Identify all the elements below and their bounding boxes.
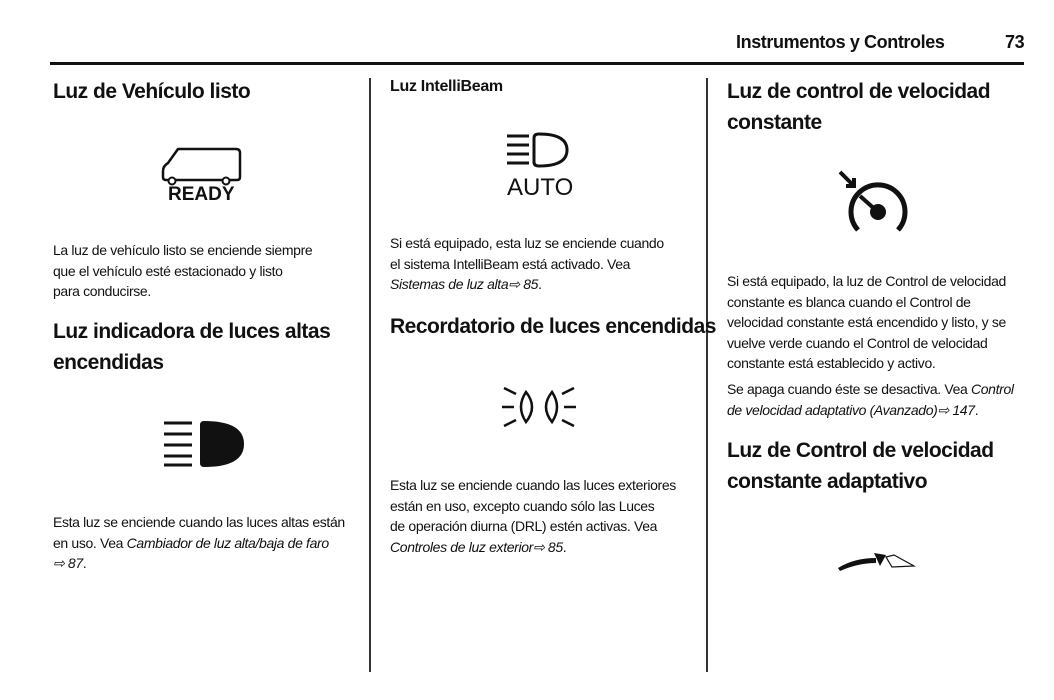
column-divider xyxy=(369,78,371,672)
page-ref-87[interactable]: ⇨ 87 xyxy=(53,555,83,571)
page-ref-147[interactable]: ⇨ 147 xyxy=(937,401,975,418)
heading-adaptive-cruise: Luz de Control de velocidad constante adaptativo xyxy=(727,439,994,493)
paragraph-cruise-control-off: Se apaga cuando éste se desactiva. Vea Control de velocidad adaptativo (Avanzado)⇨ 147. xyxy=(727,381,1014,418)
header-rule xyxy=(50,62,1024,65)
exterior-lamps-icon xyxy=(498,382,580,432)
adaptive-cruise-icon xyxy=(836,550,918,572)
paragraph-vehicle-ready: La luz de vehículo listo se enciende siempre que el vehículo esté estacionado y listo para conducirse. xyxy=(53,242,313,299)
high-beam-icon xyxy=(162,418,246,470)
paragraph-intellibeam: Si está equipado, esta luz se enciende cuando el sistema IntelliBeam está activado. Vea Sistemas de luz alta⇨ 85. xyxy=(390,235,664,292)
link-high-beam-systems[interactable]: Sistemas de luz alta xyxy=(390,276,509,292)
paragraph-high-beam: Esta luz se enciende cuando las luces altas están en uso. Vea Cambiador de luz alta/baja de faro ⇨ 87. xyxy=(53,514,345,571)
intellibeam-auto-icon xyxy=(505,132,575,200)
page-number: 73 xyxy=(1005,32,1025,52)
link-high-low-beam-changer[interactable]: Cambiador de luz alta/baja de faro xyxy=(126,534,329,551)
link-adaptive-cruise-control-cont[interactable]: de velocidad adaptativo (Avanzado) xyxy=(727,401,938,418)
heading-lights-on-reminder: Recordatorio de luces encendidas xyxy=(390,315,716,338)
heading-cruise-control: Luz de control de velocidad constante xyxy=(727,80,991,134)
page-ref-85[interactable]: ⇨ 85 xyxy=(508,276,539,292)
svg-text:READY: READY xyxy=(168,184,235,204)
column-divider xyxy=(706,78,708,672)
link-exterior-lamp-controls[interactable]: Controles de luz exterior xyxy=(390,538,533,555)
link-adaptive-cruise-control[interactable]: Control xyxy=(970,381,1014,397)
vehicle-ready-icon xyxy=(160,146,244,204)
heading-vehicle-ready: Luz de Vehículo listo xyxy=(53,80,251,103)
heading-intellibeam: Luz IntelliBeam xyxy=(390,78,503,95)
paragraph-lights-on-reminder: Esta luz se enciende cuando las luces exteriores están en uso, excepto cuando sólo las Luces de operación diurna (DRL) estén activas. Vea Controles de luz exterior⇨ 85. xyxy=(390,477,676,555)
page-ref-85[interactable]: ⇨ 85 xyxy=(533,538,563,555)
paragraph-cruise-control: Si está equipado, la luz de Control de velocidad constante es blanca cuando el Control de velocidad constante está encendido y listo, y se vuelve verde cuando el Control de velocidad constante está establecido y activo. xyxy=(727,273,1006,371)
cruise-control-icon xyxy=(838,168,914,238)
svg-text:AUTO: AUTO xyxy=(507,174,574,200)
heading-high-beam: Luz indicadora de luces altas encendidas xyxy=(53,320,331,374)
section-title: Instrumentos y Controles xyxy=(736,32,945,52)
